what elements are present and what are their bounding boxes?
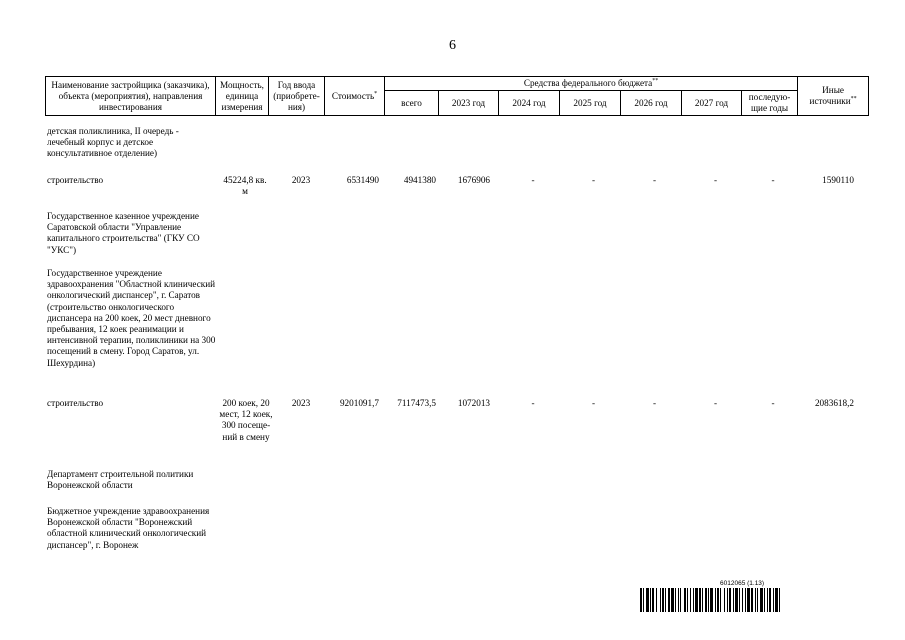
row-total: 4941380 bbox=[403, 175, 436, 185]
row-name: строительство bbox=[47, 175, 104, 185]
page-number: 6 bbox=[449, 38, 456, 53]
row-capacity: 45224,8 кв. м bbox=[223, 175, 267, 197]
row-name: Государственное казенное учреждение Саратовской области "Управление капитального строительства" (ГКУ СО "УКС") bbox=[47, 211, 200, 255]
row-2024: - bbox=[531, 175, 535, 185]
row-name: Департамент строительной политики Воронежской области bbox=[47, 469, 194, 491]
header-2026: 2026 год bbox=[621, 91, 682, 116]
row-2025: - bbox=[591, 398, 596, 408]
row-2024: - bbox=[531, 398, 535, 408]
header-federal: Средства федерального бюджета** bbox=[385, 77, 798, 91]
header-2024: 2024 год bbox=[499, 91, 560, 116]
header-name: Наименование застройщика (заказчика), объекта (мероприятия), направления инвестирования bbox=[46, 77, 216, 116]
row-total: 7117473,5 bbox=[397, 398, 436, 408]
row-2023: 1676906 bbox=[457, 175, 490, 185]
row-2027: - bbox=[713, 398, 718, 408]
row-later: - bbox=[771, 398, 775, 408]
row-name: Государственное учреждение здравоохранения "Областной клинический онкологический диспансер", г. Саратов (строительство онкологического диспансера на 200 коек, 20 мест дневного пребывания, 12 коек реанимации и интенсивной терапии, поликлиники на 300 посещений в смену. Город Саратов, ул. Шехурдина) bbox=[47, 268, 216, 368]
row-name: строительство bbox=[47, 398, 104, 408]
row-2026: - bbox=[652, 175, 657, 185]
barcode bbox=[640, 588, 862, 612]
header-later: последую-щие годы bbox=[742, 91, 798, 116]
row-2027: - bbox=[713, 175, 718, 185]
row-year: 2023 bbox=[291, 398, 311, 408]
row-year: 2023 bbox=[291, 175, 311, 185]
header-year: Год ввода (приобрете-ния) bbox=[269, 77, 325, 116]
header-other: Иные источники** bbox=[798, 77, 869, 116]
row-other: 2083618,2 bbox=[814, 398, 854, 408]
row-2026: - bbox=[652, 398, 657, 408]
header-capacity: Мощность, единица измерения bbox=[216, 77, 269, 116]
row-other: 1590110 bbox=[822, 175, 854, 185]
header-2027: 2027 год bbox=[682, 91, 742, 116]
header-2023: 2023 год bbox=[439, 91, 499, 116]
row-name: Бюджетное учреждение здравоохранения Воронежской области "Воронежский областной клинический онкологический диспансер", г. Воронеж bbox=[47, 506, 210, 550]
row-cost: 6531490 bbox=[346, 175, 379, 185]
row-cost: 9201091,7 bbox=[339, 398, 379, 408]
row-2025: - bbox=[591, 175, 596, 185]
barcode-number: 6012065 (1.13) bbox=[720, 580, 765, 587]
header-total: всего bbox=[385, 91, 439, 116]
row-2023: 1072013 bbox=[457, 398, 490, 408]
row-capacity: 200 коек, 20 мест, 12 коек, 300 посеще-ний в смену bbox=[219, 398, 273, 442]
header-2025: 2025 год bbox=[560, 91, 621, 116]
row-name: детская поликлиника, II очередь - лечебный корпус и детское консультативное отделение) bbox=[47, 126, 179, 159]
header-cost: Стоимость* bbox=[325, 77, 385, 116]
row-later: - bbox=[771, 175, 775, 185]
